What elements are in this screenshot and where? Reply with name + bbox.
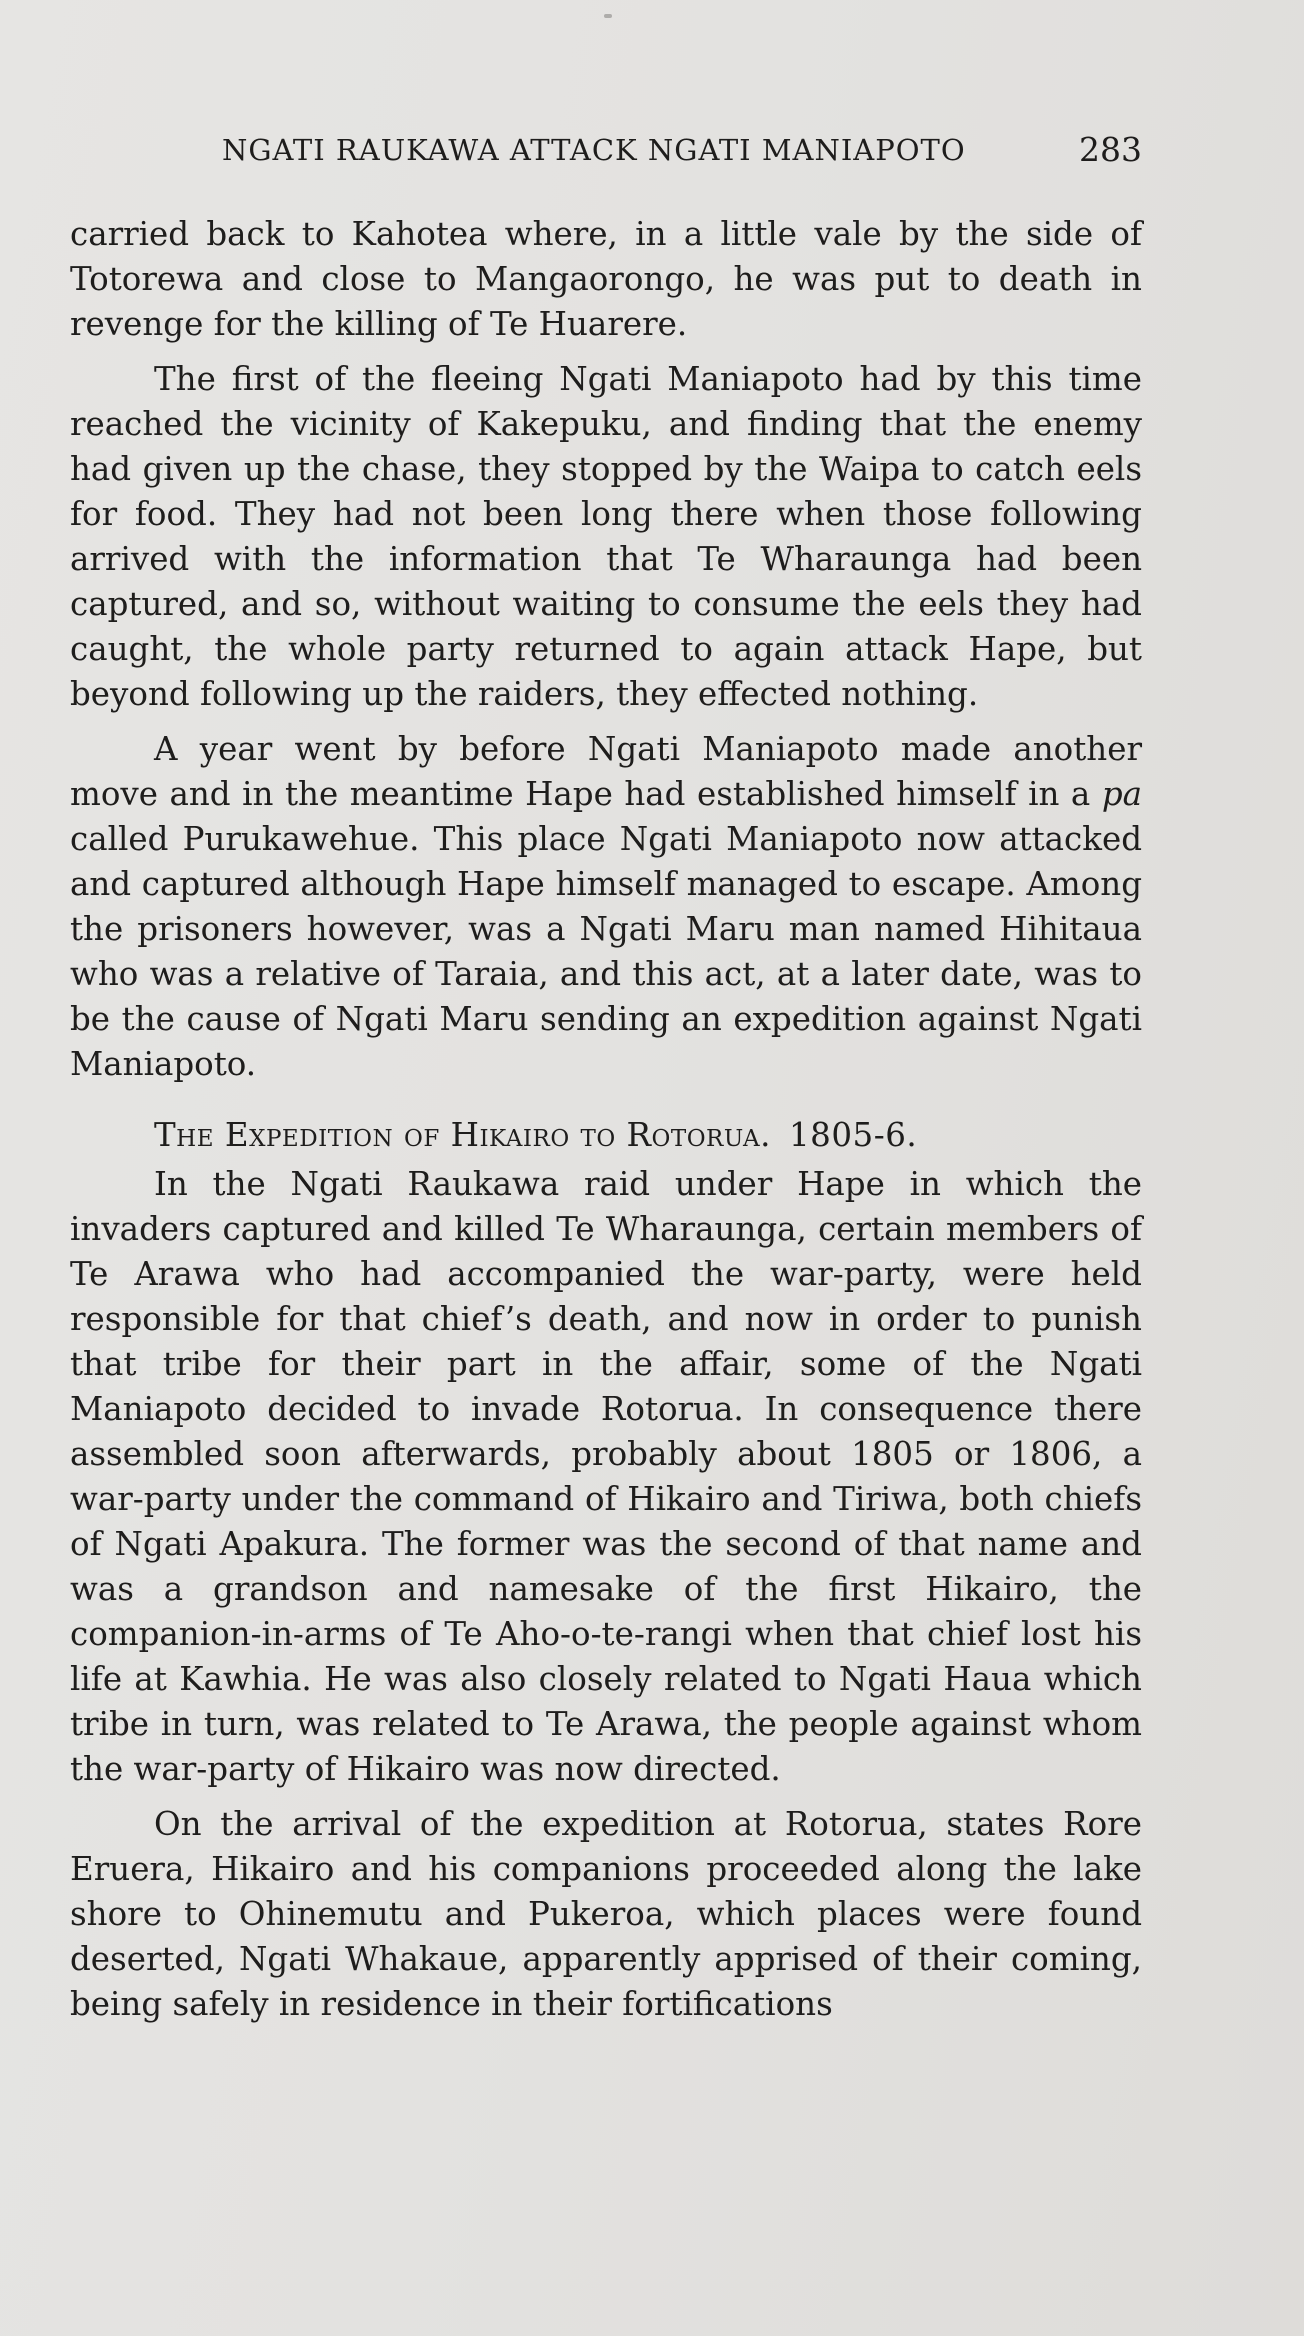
paragraph-continuation: carried back to Kahotea where, in a little vale by the side of Totorewa and close to Mangaorongo, he was put to death in revenge for the killing of Te Huarere.	[70, 215, 1142, 343]
paragraph-text: called Purukawehue. This place Ngati Maniapoto now attacked and captured although Hape himself managed to escape. Among the prisoners however, was a Ngati Maru man named Hihitaua who was a relative of Taraia, and this act, at a later date, was to be the cause of Ngati Maru sending an expedition against Ngati Maniapoto.	[70, 820, 1142, 1083]
running-head	[70, 128, 1142, 172]
paragraph-arrival: On the arrival of the expedition at Rotorua, states Rore Eruera, Hikairo and his companions proceeded along the lake shore to Ohinemutu and Pukeroa, which places were found deserted, Ngati Whakaue, apparently apprised of their coming, being safely in residence in their fortifications	[70, 1805, 1142, 2023]
page-number: 283	[1079, 130, 1142, 169]
paragraph-text: A year went by before Ngati Maniapoto made another move and in the meantime Hape had established himself in a	[70, 730, 1142, 813]
paragraph-fleeing: The first of the fleeing Ngati Maniapoto had by this time reached the vicinity of Kakepuku, and finding that the enemy had given up the chase, they stopped by the Waipa to catch eels for food. They had not been long there when those following arrived with the information that Te Wharaunga had been captured, and so, without waiting to consume the eels they had caught, the whole party returned to again attack Hape, but beyond following up the raiders, they effected nothing.	[70, 360, 1142, 713]
italic-word: pa	[1101, 775, 1142, 813]
paragraph-raid: In the Ngati Raukawa raid under Hape in which the invaders captured and killed Te Wharaunga, certain members of Te Arawa who had accompanied the war-party, were held responsible for that chief’s death, and now in order to punish that tribe for their part in the affair, some of the Ngati Maniapoto decided to invade Rotorua. In consequence there assembled soon afterwards, probably about 1805 or 1806, a war-party under the command of Hikairo and Tiriwa, both chiefs of Ngati Apakura. The former was the second of that name and was a grandson and namesake of the first Hikairo, the companion-in-arms of Te Aho-o-te-rangi when that chief lost his life at Kawhia. He was also closely related to Ngati Haua which tribe in turn, was related to Te Arawa, the people against whom the war-party of Hikairo was now directed.	[70, 1165, 1142, 1788]
running-title: NGATI RAUKAWA ATTACK NGATI MANIAPOTO	[222, 133, 966, 167]
print-mark	[604, 14, 612, 18]
section-heading	[70, 1113, 1142, 1158]
paragraph-year-went-by	[70, 727, 1142, 1087]
section-heading-date: 1805-6.	[789, 1116, 918, 1154]
section-heading-title: The Expedition of Hikairo to Rotorua.	[154, 1116, 771, 1154]
body-text	[70, 212, 1142, 2027]
